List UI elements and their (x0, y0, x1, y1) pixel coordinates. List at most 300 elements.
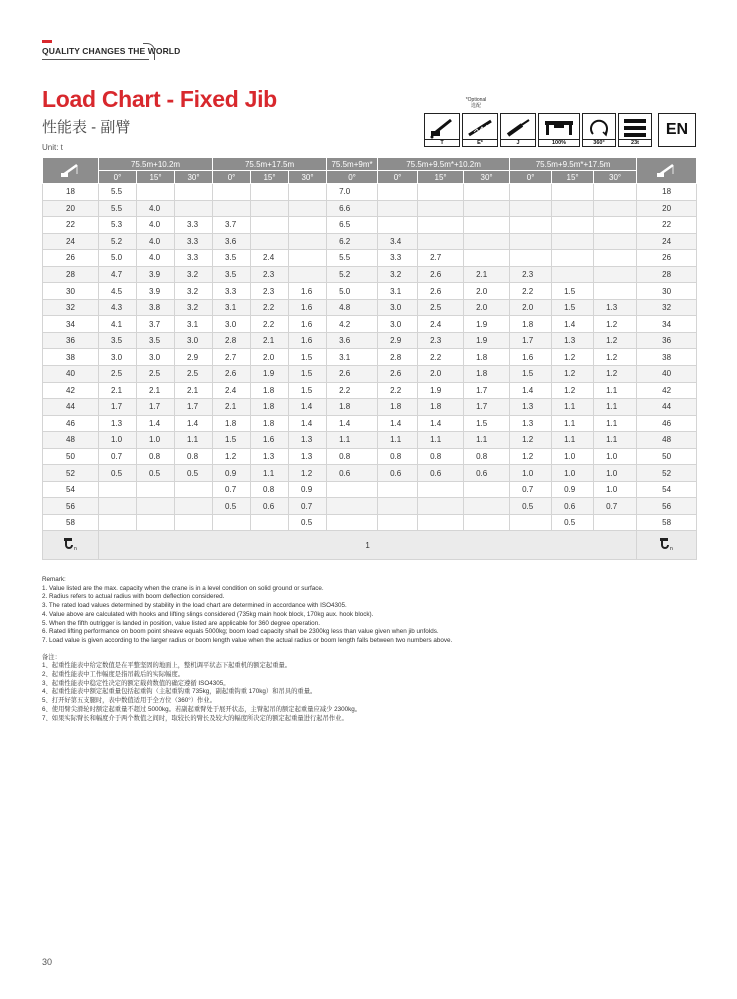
load-value-cell: 2.3 (251, 266, 289, 283)
load-value-cell: 3.5 (99, 332, 137, 349)
radius-cell: 38 (43, 349, 99, 366)
load-value-cell: 1.1 (464, 432, 510, 449)
load-value-cell: 0.6 (251, 498, 289, 515)
table-row (43, 233, 697, 250)
load-value-cell (418, 184, 464, 201)
load-value-cell: 1.3 (594, 299, 637, 316)
radius-cell: 34 (637, 316, 697, 333)
load-value-cell (327, 514, 378, 531)
load-value-cell: 2.2 (418, 349, 464, 366)
radius-cell: 32 (637, 299, 697, 316)
load-value-cell: 2.9 (378, 332, 418, 349)
radius-cell: 48 (637, 432, 697, 449)
load-value-cell: 1.1 (175, 432, 213, 449)
table-row (43, 498, 697, 515)
load-value-cell: 0.5 (137, 465, 175, 482)
load-value-cell (418, 514, 464, 531)
load-value-cell: 2.8 (378, 349, 418, 366)
load-value-cell: 3.7 (213, 217, 251, 234)
load-value-cell: 5.0 (327, 283, 378, 300)
load-value-cell: 1.6 (510, 349, 552, 366)
load-value-cell: 1.4 (137, 415, 175, 432)
table-row (43, 250, 697, 267)
table-body (43, 184, 697, 531)
load-value-cell: 1.5 (552, 283, 594, 300)
load-value-cell: 1.1 (418, 432, 464, 449)
load-value-cell: 2.1 (213, 399, 251, 416)
load-value-cell (251, 200, 289, 217)
load-value-cell: 1.0 (137, 432, 175, 449)
load-value-cell: 2.6 (418, 283, 464, 300)
table-row (43, 382, 697, 399)
load-value-cell (594, 266, 637, 283)
load-value-cell: 2.5 (137, 366, 175, 383)
load-value-cell (594, 233, 637, 250)
load-value-cell (99, 498, 137, 515)
angle-header: 30° (464, 171, 510, 184)
load-value-cell: 3.2 (175, 283, 213, 300)
load-value-cell: 2.5 (175, 366, 213, 383)
load-value-cell (175, 481, 213, 498)
load-value-cell (289, 266, 327, 283)
remark-cn-1: 1、起重性能表中给定数值是在平整坚固的地面上，整机调平状态下起重机的额定起重量。 (42, 662, 292, 670)
load-value-cell: 2.7 (213, 349, 251, 366)
load-value-cell: 5.2 (327, 266, 378, 283)
radius-cell: 48 (43, 432, 99, 449)
load-value-cell (418, 233, 464, 250)
radius-cell: 52 (43, 465, 99, 482)
radius-cell: 42 (637, 382, 697, 399)
load-value-cell: 3.1 (175, 316, 213, 333)
load-value-cell: 1.7 (137, 399, 175, 416)
load-value-cell (327, 481, 378, 498)
load-value-cell: 2.0 (510, 299, 552, 316)
table-row (43, 332, 697, 349)
load-value-cell: 1.8 (510, 316, 552, 333)
crane-boom-radius-icon (656, 162, 678, 178)
load-value-cell: 2.2 (327, 382, 378, 399)
load-value-cell (175, 514, 213, 531)
table-row (43, 316, 697, 333)
load-value-cell: 0.7 (594, 498, 637, 515)
load-value-cell (552, 184, 594, 201)
load-value-cell: 1.2 (594, 366, 637, 383)
load-value-cell: 0.8 (327, 448, 378, 465)
load-value-cell: 1.0 (99, 432, 137, 449)
remark-cn-5: 5、打开好第五支腿时，表中数值适用于全方位（360°）作业。 (42, 697, 216, 705)
remark-cn-3: 3、起重性能表中稳定性决定的额定载荷数值的确定遵循 ISO4305。 (42, 679, 230, 687)
brand-tagline: QUALITY CHANGES THE WORLD (42, 46, 181, 56)
load-value-cell (378, 200, 418, 217)
load-value-cell: 4.7 (99, 266, 137, 283)
load-value-cell: 2.6 (418, 266, 464, 283)
load-value-cell: 0.5 (175, 465, 213, 482)
brand-underline-curve (143, 43, 155, 60)
load-value-cell (552, 250, 594, 267)
load-value-cell: 0.6 (378, 465, 418, 482)
jib-mounting-icon (504, 117, 532, 139)
load-value-cell: 3.2 (378, 266, 418, 283)
load-value-cell: 1.1 (594, 415, 637, 432)
load-value-cell: 3.1 (378, 283, 418, 300)
load-value-cell: 1.2 (552, 382, 594, 399)
remark-en-3: 3. The rated load values determined by stability in the load chart are determined in accordance with ISO4305. (42, 602, 347, 610)
condition-label: E* (463, 139, 497, 146)
load-value-cell: 1.0 (594, 465, 637, 482)
load-value-cell (464, 200, 510, 217)
load-value-cell: 2.9 (175, 349, 213, 366)
radius-cell: 34 (43, 316, 99, 333)
load-value-cell: 1.6 (251, 432, 289, 449)
load-value-cell: 1.9 (464, 316, 510, 333)
table-row (43, 432, 697, 449)
load-value-cell: 3.9 (137, 266, 175, 283)
footer-row (43, 531, 697, 560)
load-value-cell: 0.5 (99, 465, 137, 482)
remark-en-7: 7. Load value is given according to the larger radius or boom length value when the actual radius or boom length falls between two numbers above. (42, 636, 453, 644)
load-value-cell: 0.8 (464, 448, 510, 465)
load-value-cell: 3.0 (378, 316, 418, 333)
table-row (43, 283, 697, 300)
load-value-cell: 0.5 (552, 514, 594, 531)
unit-label: Unit: t (42, 143, 63, 152)
load-value-cell: 0.6 (464, 465, 510, 482)
angle-header: 0° (510, 171, 552, 184)
radius-cell: 28 (43, 266, 99, 283)
load-value-cell: 1.5 (464, 415, 510, 432)
counterweight-icon (622, 117, 648, 139)
load-value-cell: 5.0 (99, 250, 137, 267)
load-value-cell: 3.2 (175, 266, 213, 283)
load-value-cell: 3.0 (378, 299, 418, 316)
load-value-cell: 2.1 (251, 332, 289, 349)
language-badge: EN (658, 113, 696, 147)
load-value-cell (137, 514, 175, 531)
load-value-cell (418, 498, 464, 515)
radius-cell: 36 (43, 332, 99, 349)
load-value-cell (510, 233, 552, 250)
load-value-cell: 2.0 (251, 349, 289, 366)
load-value-cell: 3.3 (175, 217, 213, 234)
radius-cell: 36 (637, 332, 697, 349)
load-value-cell: 1.8 (464, 366, 510, 383)
load-value-cell: 1.3 (289, 448, 327, 465)
remark-cn-2: 2、起重性能表中工作幅度是指吊载后的实际幅度。 (42, 671, 185, 679)
load-value-cell: 1.5 (510, 366, 552, 383)
radius-cell: 58 (43, 514, 99, 531)
radius-cell: 24 (637, 233, 697, 250)
load-value-cell: 0.9 (213, 465, 251, 482)
radius-cell: 18 (43, 184, 99, 201)
load-value-cell: 2.2 (251, 316, 289, 333)
load-value-cell: 0.8 (418, 448, 464, 465)
load-value-cell: 0.6 (418, 465, 464, 482)
rotation-360-icon (587, 117, 611, 139)
load-value-cell: 1.8 (464, 349, 510, 366)
condition-telescopic (424, 113, 460, 147)
condition-label: 23t (619, 139, 651, 146)
hook-reeving-icon (659, 537, 675, 551)
load-value-cell: 4.0 (137, 217, 175, 234)
radius-cell: 22 (637, 217, 697, 234)
load-value-cell: 0.7 (510, 481, 552, 498)
radius-cell: 54 (43, 481, 99, 498)
fixed-jib-icon (466, 117, 494, 139)
load-value-cell: 5.5 (99, 184, 137, 201)
radius-cell: 32 (43, 299, 99, 316)
remark-en-5: 5. When the fifth outrigger is landed in position, value listed are applicable for 360 degree operation. (42, 619, 320, 627)
group-header: 75.5m+9.5m*+17.5m (510, 158, 637, 171)
load-value-cell: 4.8 (327, 299, 378, 316)
load-value-cell: 5.2 (99, 233, 137, 250)
load-value-cell: 2.4 (418, 316, 464, 333)
remark-en-1: 1. Value listed are the max. capacity when the crane is in a level condition on solid ground or surface. (42, 584, 324, 592)
load-value-cell (99, 481, 137, 498)
load-value-cell: 2.8 (213, 332, 251, 349)
footer-icon-right (637, 531, 697, 560)
load-value-cell: 2.3 (251, 283, 289, 300)
footer-reeving-value: 1 (99, 531, 637, 560)
load-value-cell (378, 498, 418, 515)
radius-cell: 28 (637, 266, 697, 283)
load-value-cell (378, 514, 418, 531)
load-value-cell: 0.7 (289, 498, 327, 515)
load-value-cell (552, 200, 594, 217)
load-value-cell: 3.4 (378, 233, 418, 250)
header-angle-row (43, 171, 697, 184)
load-value-cell: 1.7 (464, 382, 510, 399)
load-value-cell: 3.0 (175, 332, 213, 349)
load-value-cell (464, 217, 510, 234)
load-value-cell: 1.7 (464, 399, 510, 416)
load-value-cell (464, 233, 510, 250)
condition-label: J (501, 139, 535, 146)
page-number: 30 (42, 957, 53, 967)
load-value-cell: 0.7 (213, 481, 251, 498)
angle-header: 15° (137, 171, 175, 184)
load-value-cell: 4.0 (137, 250, 175, 267)
table-row (43, 399, 697, 416)
condition-mount (500, 113, 536, 147)
load-value-cell (175, 184, 213, 201)
radius-cell: 20 (637, 200, 697, 217)
load-value-cell: 1.7 (99, 399, 137, 416)
load-value-cell (378, 217, 418, 234)
table-row (43, 481, 697, 498)
load-value-cell (251, 184, 289, 201)
remark-cn-6: 6、使用臂尖滑轮时额定起重量不超过 5000kg。若副起重臂处于展开状态，主臂起吊的额定起重量应减少 2300kg。 (42, 705, 362, 713)
condition-icons (424, 113, 654, 147)
radius-cell: 46 (43, 415, 99, 432)
load-value-cell: 1.8 (251, 415, 289, 432)
page-subtitle: 性能表 - 副臂 (42, 119, 131, 136)
table-row (43, 217, 697, 234)
load-value-cell (213, 514, 251, 531)
load-value-cell (289, 217, 327, 234)
load-value-cell: 2.1 (99, 382, 137, 399)
load-value-cell (464, 250, 510, 267)
load-value-cell: 0.9 (289, 481, 327, 498)
radius-cell: 50 (637, 448, 697, 465)
load-value-cell: 1.4 (289, 399, 327, 416)
load-value-cell (510, 184, 552, 201)
load-value-cell: 4.0 (137, 200, 175, 217)
radius-cell: 40 (637, 366, 697, 383)
load-value-cell (464, 498, 510, 515)
remark-en-2: 2. Radius refers to actual radius with boom deflection considered. (42, 593, 225, 601)
table-row (43, 514, 697, 531)
load-value-cell: 1.1 (594, 382, 637, 399)
load-value-cell: 1.1 (251, 465, 289, 482)
load-value-cell (99, 514, 137, 531)
load-value-cell (594, 184, 637, 201)
remark-cn-4: 4、起重性能表中额定起重量包括起重钩（主起重钩重 735kg，副起重钩重 170kg）和吊具的重量。 (42, 688, 317, 696)
radius-cell: 46 (637, 415, 697, 432)
angle-header: 15° (552, 171, 594, 184)
load-value-cell (289, 200, 327, 217)
load-value-cell: 4.0 (137, 233, 175, 250)
load-value-cell: 1.4 (418, 415, 464, 432)
load-value-cell (552, 266, 594, 283)
load-value-cell: 2.2 (510, 283, 552, 300)
load-value-cell: 0.5 (289, 514, 327, 531)
table-row (43, 299, 697, 316)
group-header: 75.5m+9m* (327, 158, 378, 171)
load-value-cell: 1.6 (289, 283, 327, 300)
load-value-cell: 6.2 (327, 233, 378, 250)
load-value-cell: 1.3 (552, 332, 594, 349)
table-row (43, 415, 697, 432)
load-value-cell: 3.3 (213, 283, 251, 300)
load-value-cell: 0.6 (552, 498, 594, 515)
load-value-cell: 1.8 (251, 399, 289, 416)
load-value-cell: 1.4 (327, 415, 378, 432)
angle-header: 0° (327, 171, 378, 184)
load-value-cell: 1.3 (251, 448, 289, 465)
table-row (43, 448, 697, 465)
load-value-cell: 1.8 (213, 415, 251, 432)
load-value-cell: 1.1 (594, 432, 637, 449)
telescopic-boom-icon (428, 117, 456, 139)
load-value-cell (175, 498, 213, 515)
radius-cell: 20 (43, 200, 99, 217)
load-value-cell (594, 217, 637, 234)
load-value-cell: 0.6 (327, 465, 378, 482)
load-value-cell (552, 233, 594, 250)
load-value-cell: 2.3 (418, 332, 464, 349)
load-value-cell: 1.2 (552, 366, 594, 383)
load-value-cell: 1.6 (289, 332, 327, 349)
remarks (42, 576, 452, 723)
angle-header: 0° (99, 171, 137, 184)
load-value-cell: 1.1 (594, 399, 637, 416)
radius-cell: 44 (43, 399, 99, 416)
load-value-cell: 1.0 (510, 465, 552, 482)
load-value-cell: 2.1 (464, 266, 510, 283)
load-value-cell (510, 250, 552, 267)
load-value-cell (289, 250, 327, 267)
condition-label: T (425, 139, 459, 146)
load-value-cell: 1.2 (594, 332, 637, 349)
load-value-cell (552, 217, 594, 234)
load-value-cell (464, 184, 510, 201)
load-value-cell: 1.1 (327, 432, 378, 449)
load-value-cell: 5.3 (99, 217, 137, 234)
condition-outrigger (538, 113, 580, 147)
load-value-cell (510, 514, 552, 531)
load-value-cell (251, 514, 289, 531)
radius-cell: 30 (43, 283, 99, 300)
load-value-cell: 1.9 (418, 382, 464, 399)
load-value-cell: 3.6 (327, 332, 378, 349)
table-row (43, 349, 697, 366)
load-value-cell: 3.1 (327, 349, 378, 366)
radius-cell: 38 (637, 349, 697, 366)
radius-header-left (43, 158, 99, 184)
group-header: 75.5m+17.5m (213, 158, 327, 171)
load-value-cell: 3.1 (213, 299, 251, 316)
load-value-cell: 3.0 (213, 316, 251, 333)
load-value-cell: 2.2 (378, 382, 418, 399)
load-value-cell (510, 217, 552, 234)
radius-cell: 52 (637, 465, 697, 482)
load-value-cell (137, 498, 175, 515)
load-value-cell: 1.2 (289, 465, 327, 482)
svg-text:n: n (73, 546, 77, 552)
radius-cell: 22 (43, 217, 99, 234)
table-row (43, 184, 697, 201)
load-value-cell: 1.5 (289, 382, 327, 399)
load-value-cell: 2.5 (418, 299, 464, 316)
load-value-cell: 3.3 (175, 250, 213, 267)
remark-cn-0: 备注： (42, 653, 61, 661)
load-value-cell: 2.7 (418, 250, 464, 267)
remark-en-4: 4. Value above are calculated with hooks and lifting slings considered (735kg main hook block, 170kg aux. hook block). (42, 610, 374, 618)
load-value-cell (378, 184, 418, 201)
load-value-cell: 1.2 (510, 432, 552, 449)
load-value-cell (175, 200, 213, 217)
load-value-cell: 3.5 (213, 250, 251, 267)
remark-en-6: 6. Rated lifting performance on boom point sheave equals 5000kg; boom load capacity shall be 2300kg less than value given when jib unfolds. (42, 628, 439, 636)
load-value-cell: 3.9 (137, 283, 175, 300)
load-value-cell: 1.3 (510, 415, 552, 432)
load-value-cell (464, 481, 510, 498)
brand-accent-bar (42, 40, 52, 43)
load-value-cell: 3.0 (99, 349, 137, 366)
svg-text:n: n (669, 546, 673, 552)
load-value-cell: 1.4 (289, 415, 327, 432)
radius-cell: 40 (43, 366, 99, 383)
radius-cell: 58 (637, 514, 697, 531)
load-value-cell: 1.8 (251, 382, 289, 399)
load-value-cell (464, 514, 510, 531)
hook-reeving-icon (63, 537, 79, 551)
load-value-cell: 0.8 (251, 481, 289, 498)
radius-cell: 56 (637, 498, 697, 515)
load-value-cell: 2.5 (99, 366, 137, 383)
load-value-cell: 1.0 (594, 481, 637, 498)
load-value-cell: 0.8 (137, 448, 175, 465)
crane-boom-radius-icon (60, 162, 82, 178)
load-value-cell (137, 481, 175, 498)
load-value-cell: 1.1 (378, 432, 418, 449)
load-value-cell (251, 233, 289, 250)
load-value-cell: 4.5 (99, 283, 137, 300)
load-value-cell: 1.4 (552, 316, 594, 333)
load-value-cell (418, 481, 464, 498)
load-value-cell: 3.5 (137, 332, 175, 349)
angle-header: 30° (175, 171, 213, 184)
